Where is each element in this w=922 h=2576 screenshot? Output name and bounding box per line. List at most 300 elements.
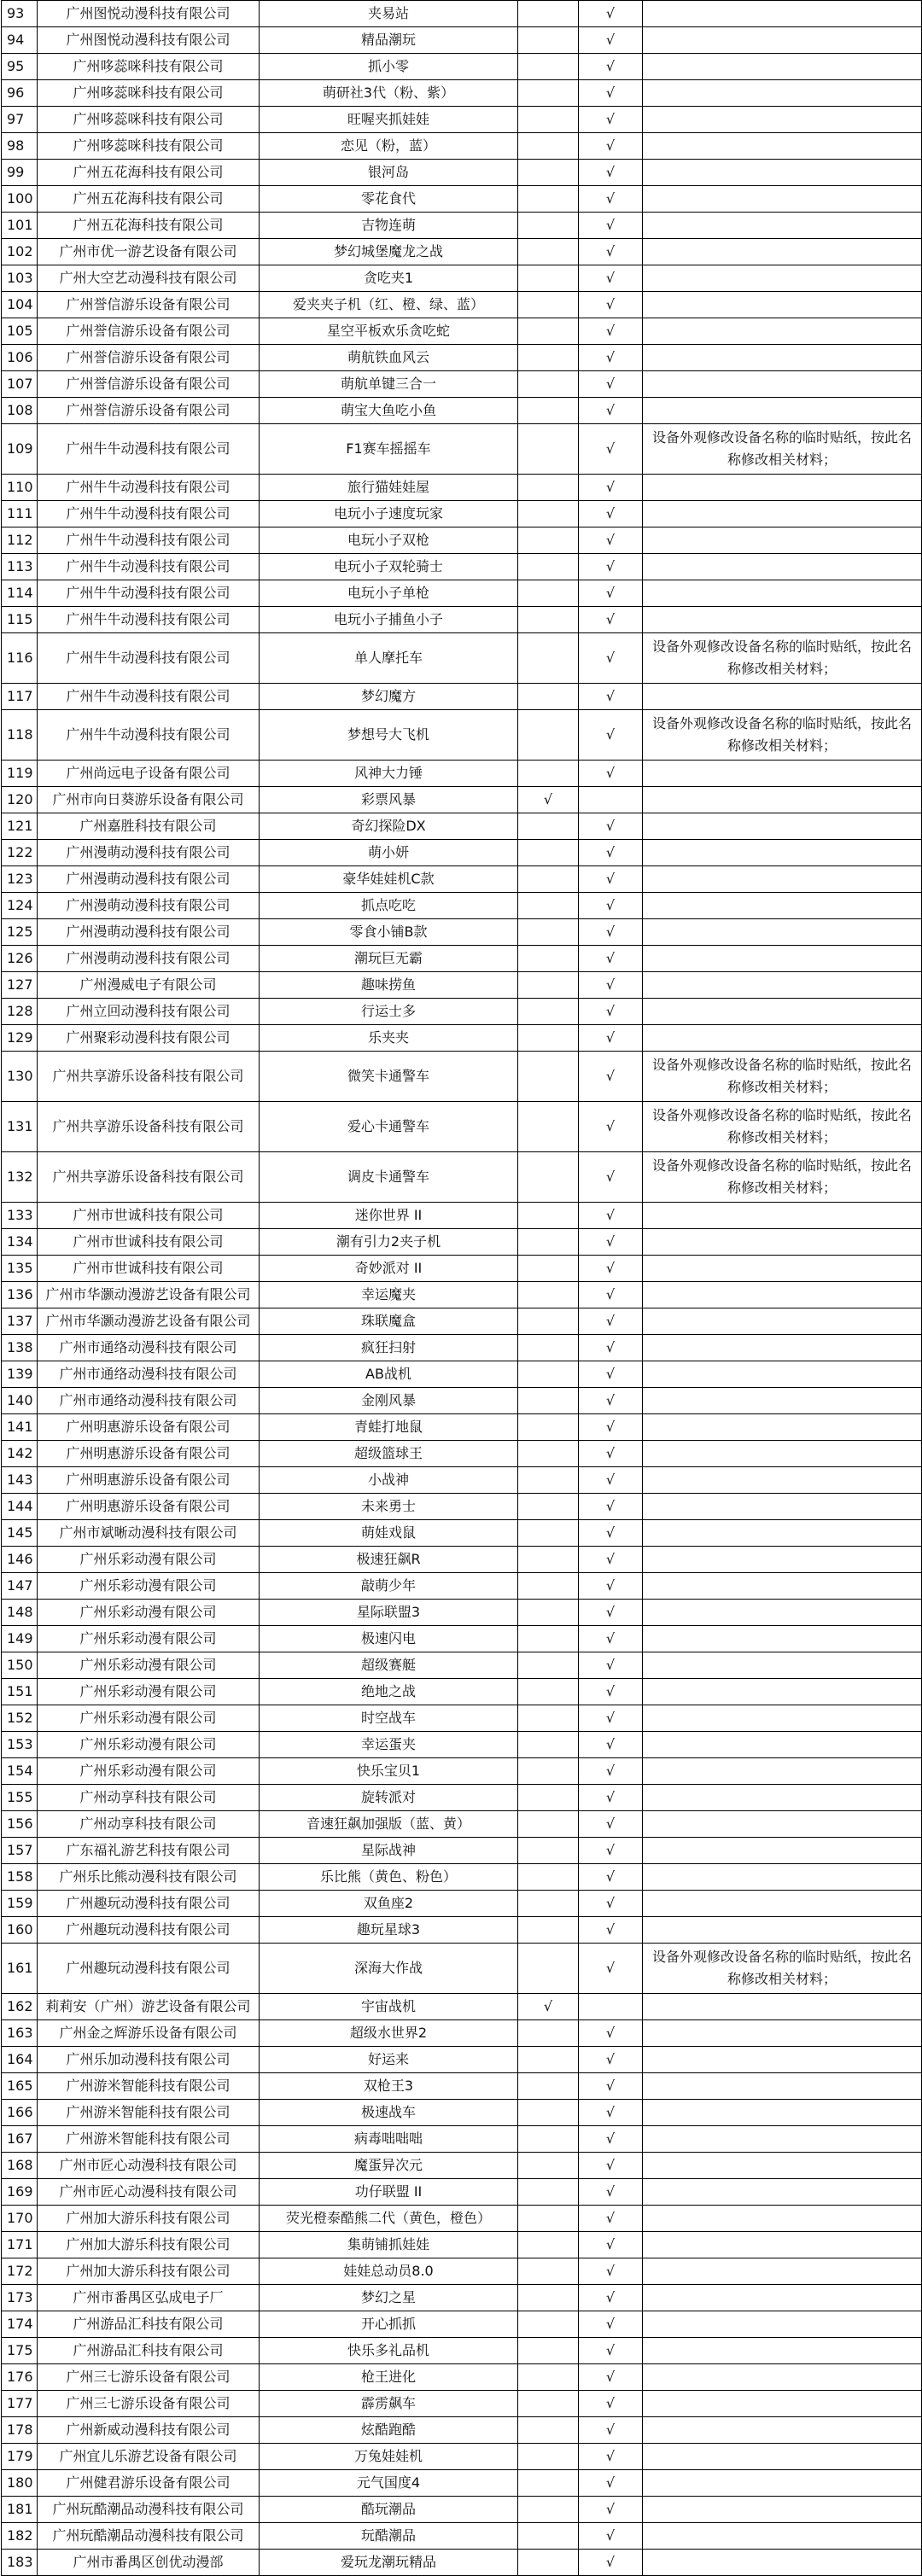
company-name: 广州五花海科技有限公司 — [38, 213, 260, 239]
remark — [643, 580, 922, 607]
row-number: 128 — [2, 999, 38, 1025]
check-cell-1 — [518, 2153, 579, 2179]
row-number: 169 — [2, 2179, 38, 2206]
remark — [643, 1414, 922, 1441]
company-name: 广州市斌晰动漫科技有限公司 — [38, 1520, 260, 1547]
table-row — [2, 1335, 922, 1361]
remark — [643, 80, 922, 107]
company-name: 广州牛牛动漫科技有限公司 — [38, 633, 260, 684]
table-row — [2, 2258, 922, 2285]
row-number: 126 — [2, 946, 38, 972]
row-number: 121 — [2, 813, 38, 840]
remark — [643, 2311, 922, 2338]
check-cell-2: √ — [579, 1441, 643, 1467]
remark — [643, 919, 922, 946]
check-cell-1 — [518, 2126, 579, 2153]
remark — [643, 1282, 922, 1308]
row-number: 135 — [2, 1256, 38, 1282]
remark — [643, 840, 922, 866]
check-cell-1 — [518, 1152, 579, 1203]
check-cell-2: √ — [579, 2338, 643, 2364]
table-row — [2, 893, 922, 919]
device-name: F1赛车摇摇车 — [260, 424, 518, 475]
row-number: 164 — [2, 2047, 38, 2073]
device-name: 时空战车 — [260, 1705, 518, 1732]
check-cell-1 — [518, 1917, 579, 1944]
check-cell-2: √ — [579, 1838, 643, 1864]
device-name: 梦幻城堡魔龙之战 — [260, 239, 518, 265]
row-number: 125 — [2, 919, 38, 946]
company-name: 广州嘉胜科技有限公司 — [38, 813, 260, 840]
table-row — [2, 1652, 922, 1679]
row-number: 155 — [2, 1785, 38, 1811]
table-row — [2, 761, 922, 787]
device-name: 超级水世界2 — [260, 2020, 518, 2047]
check-cell-1 — [518, 2364, 579, 2391]
remark — [643, 1785, 922, 1811]
check-cell-2: √ — [579, 239, 643, 265]
remark — [643, 2285, 922, 2311]
row-number: 180 — [2, 2470, 38, 2497]
remark — [643, 1547, 922, 1573]
device-name: 好运来 — [260, 2047, 518, 2073]
row-number: 183 — [2, 2550, 38, 2576]
row-number: 101 — [2, 213, 38, 239]
check-cell-1 — [518, 27, 579, 54]
table-row — [2, 1758, 922, 1785]
company-name: 广州牛牛动漫科技有限公司 — [38, 527, 260, 554]
check-cell-2: √ — [579, 946, 643, 972]
remark — [643, 2391, 922, 2417]
check-cell-1 — [518, 1573, 579, 1600]
company-name: 广州三七游乐设备有限公司 — [38, 2364, 260, 2391]
check-cell-2 — [579, 1994, 643, 2020]
company-name: 广州乐彩动漫有限公司 — [38, 1573, 260, 1600]
check-cell-1 — [518, 893, 579, 919]
row-number: 138 — [2, 1335, 38, 1361]
company-name: 广州漫萌动漫科技有限公司 — [38, 840, 260, 866]
check-cell-1 — [518, 761, 579, 787]
check-cell-2: √ — [579, 1811, 643, 1838]
table-row — [2, 107, 922, 133]
company-name: 广州健君游乐设备有限公司 — [38, 2470, 260, 2497]
company-name: 广州五花海科技有限公司 — [38, 160, 260, 186]
table-row — [2, 239, 922, 265]
check-cell-1 — [518, 1758, 579, 1785]
company-name: 广州图悦动漫科技有限公司 — [38, 1, 260, 27]
row-number: 143 — [2, 1467, 38, 1494]
row-number: 172 — [2, 2258, 38, 2285]
table-row — [2, 2417, 922, 2444]
remark — [643, 1494, 922, 1520]
device-name: 爱玩龙潮玩精品 — [260, 2550, 518, 2576]
check-cell-1 — [518, 213, 579, 239]
row-number: 108 — [2, 398, 38, 424]
check-cell-2: √ — [579, 840, 643, 866]
device-name: 萌小妍 — [260, 840, 518, 866]
table-row — [2, 999, 922, 1025]
row-number: 122 — [2, 840, 38, 866]
check-cell-2: √ — [579, 1547, 643, 1573]
check-cell-2: √ — [579, 813, 643, 840]
remark — [643, 54, 922, 80]
table-row — [2, 1308, 922, 1335]
remark — [643, 2470, 922, 2497]
table-row — [2, 2470, 922, 2497]
check-cell-1 — [518, 2020, 579, 2047]
remark — [643, 1229, 922, 1256]
company-name: 广州哆蕊咪科技有限公司 — [38, 80, 260, 107]
check-cell-2: √ — [579, 424, 643, 475]
table-row — [2, 80, 922, 107]
check-cell-1 — [518, 1732, 579, 1758]
row-number: 148 — [2, 1600, 38, 1626]
device-name: 星际联盟3 — [260, 1600, 518, 1626]
remark — [643, 265, 922, 292]
device-name: 梦幻魔方 — [260, 684, 518, 710]
device-name: 萌研社3代（粉、紫） — [260, 80, 518, 107]
row-number: 139 — [2, 1361, 38, 1388]
check-cell-2: √ — [579, 893, 643, 919]
remark — [643, 1838, 922, 1864]
device-name: 幸运蛋夹 — [260, 1732, 518, 1758]
remark — [643, 893, 922, 919]
remark — [643, 999, 922, 1025]
check-cell-1 — [518, 1441, 579, 1467]
row-number: 151 — [2, 1679, 38, 1705]
device-name: 荧光橙泰酷熊二代（黄色，橙色） — [260, 2206, 518, 2232]
company-name: 广州乐彩动漫有限公司 — [38, 1758, 260, 1785]
table-row — [2, 1626, 922, 1652]
table-row — [2, 1388, 922, 1414]
device-name: 青蛙打地鼠 — [260, 1414, 518, 1441]
table-row — [2, 813, 922, 840]
remark — [643, 2073, 922, 2100]
remark — [643, 761, 922, 787]
check-cell-2: √ — [579, 1414, 643, 1441]
company-name: 广州牛牛动漫科技有限公司 — [38, 607, 260, 633]
check-cell-2: √ — [579, 684, 643, 710]
remark — [643, 292, 922, 318]
remark: 设备外观修改设备名称的临时贴纸，按此名称修改相关材料； — [643, 424, 922, 475]
table-row — [2, 1600, 922, 1626]
device-name: 音速狂飙加强版（蓝、黄） — [260, 1811, 518, 1838]
remark — [643, 27, 922, 54]
company-name: 广州趣玩动漫科技有限公司 — [38, 1891, 260, 1917]
table-row — [2, 2179, 922, 2206]
table-row — [2, 1891, 922, 1917]
table-row — [2, 710, 922, 761]
company-name: 广州金之辉游乐设备有限公司 — [38, 2020, 260, 2047]
row-number: 177 — [2, 2391, 38, 2417]
check-cell-1 — [518, 318, 579, 345]
table-row — [2, 475, 922, 501]
table-row — [2, 265, 922, 292]
check-cell-1 — [518, 813, 579, 840]
row-number: 131 — [2, 1102, 38, 1152]
remark — [643, 1864, 922, 1891]
check-cell-1 — [518, 946, 579, 972]
row-number: 181 — [2, 2497, 38, 2523]
table-row — [2, 1917, 922, 1944]
remark — [643, 2497, 922, 2523]
check-cell-2: √ — [579, 107, 643, 133]
table-row — [2, 2497, 922, 2523]
remark — [643, 972, 922, 999]
device-name: 病毒咄咄咄 — [260, 2126, 518, 2153]
remark — [643, 1467, 922, 1494]
remark — [643, 1388, 922, 1414]
company-name: 广州乐彩动漫有限公司 — [38, 1600, 260, 1626]
check-cell-2: √ — [579, 1, 643, 27]
row-number: 113 — [2, 554, 38, 580]
device-name: 幸运魔夹 — [260, 1282, 518, 1308]
table-row — [2, 2550, 922, 2576]
device-name: 豪华娃娃机C款 — [260, 866, 518, 893]
check-cell-1 — [518, 1891, 579, 1917]
check-cell-2: √ — [579, 292, 643, 318]
device-name: 霹雳飙车 — [260, 2391, 518, 2417]
check-cell-1 — [518, 2497, 579, 2523]
check-cell-1 — [518, 54, 579, 80]
device-name: 奇妙派对 II — [260, 1256, 518, 1282]
check-cell-1 — [518, 527, 579, 554]
table-row — [2, 1732, 922, 1758]
row-number: 99 — [2, 160, 38, 186]
check-cell-1 — [518, 554, 579, 580]
check-cell-1 — [518, 1494, 579, 1520]
company-name: 广州牛牛动漫科技有限公司 — [38, 710, 260, 761]
remark — [643, 2338, 922, 2364]
device-name: 爱心卡通警车 — [260, 1102, 518, 1152]
device-name: 快乐多礼品机 — [260, 2338, 518, 2364]
table-row — [2, 1102, 922, 1152]
device-name: 乐夹夹 — [260, 1025, 518, 1052]
device-name: 星空平板欢乐贪吃蛇 — [260, 318, 518, 345]
row-number: 175 — [2, 2338, 38, 2364]
company-name: 广州牛牛动漫科技有限公司 — [38, 580, 260, 607]
check-cell-2: √ — [579, 501, 643, 527]
device-name: 潮玩巨无霸 — [260, 946, 518, 972]
table-row — [2, 2047, 922, 2073]
row-number: 173 — [2, 2285, 38, 2311]
device-name: AB战机 — [260, 1361, 518, 1388]
row-number: 152 — [2, 1705, 38, 1732]
table-row — [2, 1467, 922, 1494]
check-cell-2: √ — [579, 2417, 643, 2444]
device-name: 深海大作战 — [260, 1944, 518, 1994]
row-number: 167 — [2, 2126, 38, 2153]
remark — [643, 398, 922, 424]
company-name: 广州趣玩动漫科技有限公司 — [38, 1917, 260, 1944]
check-cell-2: √ — [579, 554, 643, 580]
device-name: 万兔娃娃机 — [260, 2444, 518, 2470]
device-name: 梦想号大飞机 — [260, 710, 518, 761]
company-name: 广州市通络动漫科技有限公司 — [38, 1361, 260, 1388]
row-number: 110 — [2, 475, 38, 501]
check-cell-1 — [518, 919, 579, 946]
check-cell-2: √ — [579, 2497, 643, 2523]
device-name: 超级赛艇 — [260, 1652, 518, 1679]
check-cell-2: √ — [579, 2311, 643, 2338]
check-cell-2: √ — [579, 1891, 643, 1917]
remark — [643, 2232, 922, 2258]
device-name: 电玩小子速度玩家 — [260, 501, 518, 527]
table-row — [2, 787, 922, 813]
company-name: 广州动享科技有限公司 — [38, 1785, 260, 1811]
remark — [643, 2126, 922, 2153]
check-cell-2: √ — [579, 2470, 643, 2497]
row-number: 100 — [2, 186, 38, 213]
device-name: 超级篮球王 — [260, 1441, 518, 1467]
row-number: 111 — [2, 501, 38, 527]
check-cell-2: √ — [579, 1626, 643, 1652]
check-cell-1 — [518, 1838, 579, 1864]
company-name: 广州誉信游乐设备有限公司 — [38, 371, 260, 398]
check-cell-1 — [518, 580, 579, 607]
table-row — [2, 1864, 922, 1891]
company-name: 广州誉信游乐设备有限公司 — [38, 292, 260, 318]
remark — [643, 1203, 922, 1229]
table-row — [2, 1811, 922, 1838]
company-name: 广州市番禺区创优动漫部 — [38, 2550, 260, 2576]
check-cell-1: √ — [518, 787, 579, 813]
company-name: 广州立回动漫科技有限公司 — [38, 999, 260, 1025]
table-row — [2, 1494, 922, 1520]
device-name: 未来勇士 — [260, 1494, 518, 1520]
row-number: 95 — [2, 54, 38, 80]
row-number: 178 — [2, 2417, 38, 2444]
device-name: 零花食代 — [260, 186, 518, 213]
company-name: 广州牛牛动漫科技有限公司 — [38, 501, 260, 527]
company-name: 广州誉信游乐设备有限公司 — [38, 398, 260, 424]
check-cell-1 — [518, 80, 579, 107]
check-cell-1 — [518, 866, 579, 893]
check-cell-2: √ — [579, 919, 643, 946]
device-name: 绝地之战 — [260, 1679, 518, 1705]
table-row — [2, 684, 922, 710]
check-cell-2: √ — [579, 2126, 643, 2153]
check-cell-1 — [518, 107, 579, 133]
check-cell-2: √ — [579, 1025, 643, 1052]
row-number: 109 — [2, 424, 38, 475]
device-name: 枪王进化 — [260, 2364, 518, 2391]
check-cell-2: √ — [579, 1388, 643, 1414]
company-name: 广州共享游乐设备科技有限公司 — [38, 1152, 260, 1203]
row-number: 142 — [2, 1441, 38, 1467]
table-row — [2, 27, 922, 54]
check-cell-2: √ — [579, 1152, 643, 1203]
row-number: 134 — [2, 1229, 38, 1256]
check-cell-1 — [518, 1414, 579, 1441]
row-number: 171 — [2, 2232, 38, 2258]
check-cell-2: √ — [579, 1679, 643, 1705]
remark — [643, 813, 922, 840]
check-cell-1 — [518, 2523, 579, 2550]
check-cell-1 — [518, 1203, 579, 1229]
company-name: 广州哆蕊咪科技有限公司 — [38, 54, 260, 80]
device-name: 集萌铺抓娃娃 — [260, 2232, 518, 2258]
remark — [643, 345, 922, 371]
company-name: 广州五花海科技有限公司 — [38, 186, 260, 213]
company-name: 广州漫萌动漫科技有限公司 — [38, 893, 260, 919]
company-name: 广州共享游乐设备科技有限公司 — [38, 1052, 260, 1102]
device-name: 开心抓抓 — [260, 2311, 518, 2338]
row-number: 154 — [2, 1758, 38, 1785]
remark — [643, 1520, 922, 1547]
company-name: 广州市世诚科技有限公司 — [38, 1203, 260, 1229]
check-cell-2: √ — [579, 2047, 643, 2073]
row-number: 123 — [2, 866, 38, 893]
table-row — [2, 1573, 922, 1600]
device-name: 行运士多 — [260, 999, 518, 1025]
device-name: 小战神 — [260, 1467, 518, 1494]
remark — [643, 160, 922, 186]
company-name: 广州漫萌动漫科技有限公司 — [38, 866, 260, 893]
company-name: 广州游米智能科技有限公司 — [38, 2100, 260, 2126]
device-name: 旺喔夹抓娃娃 — [260, 107, 518, 133]
check-cell-2: √ — [579, 1944, 643, 1994]
table-row — [2, 1152, 922, 1203]
company-name: 广州市通络动漫科技有限公司 — [38, 1388, 260, 1414]
row-number: 159 — [2, 1891, 38, 1917]
device-name: 双鱼座2 — [260, 1891, 518, 1917]
row-number: 182 — [2, 2523, 38, 2550]
check-cell-1 — [518, 2047, 579, 2073]
remark — [643, 1, 922, 27]
remark — [643, 2047, 922, 2073]
row-number: 149 — [2, 1626, 38, 1652]
table-row — [2, 607, 922, 633]
device-name: 萌航单键三合一 — [260, 371, 518, 398]
remark — [643, 1679, 922, 1705]
check-cell-1: √ — [518, 1994, 579, 2020]
company-name: 广州市华灏动漫游艺设备有限公司 — [38, 1282, 260, 1308]
remark — [643, 787, 922, 813]
check-cell-2: √ — [579, 527, 643, 554]
device-name: 潮有引力2夹子机 — [260, 1229, 518, 1256]
remark — [643, 1732, 922, 1758]
device-name: 魔蛋异次元 — [260, 2153, 518, 2179]
check-cell-2: √ — [579, 2206, 643, 2232]
check-cell-1 — [518, 1600, 579, 1626]
check-cell-2: √ — [579, 475, 643, 501]
device-name: 彩票风暴 — [260, 787, 518, 813]
check-cell-1 — [518, 186, 579, 213]
company-name: 广州市通络动漫科技有限公司 — [38, 1335, 260, 1361]
remark — [643, 1025, 922, 1052]
company-name: 广州乐彩动漫有限公司 — [38, 1732, 260, 1758]
device-name: 快乐宝贝1 — [260, 1758, 518, 1785]
check-cell-2: √ — [579, 2285, 643, 2311]
check-cell-2: √ — [579, 213, 643, 239]
remark — [643, 2523, 922, 2550]
check-cell-2: √ — [579, 1467, 643, 1494]
table-row — [2, 2206, 922, 2232]
device-name: 趣玩星球3 — [260, 1917, 518, 1944]
company-name: 广州游品汇科技有限公司 — [38, 2338, 260, 2364]
device-name: 宇宙战机 — [260, 1994, 518, 2020]
table-row — [2, 371, 922, 398]
check-cell-2: √ — [579, 607, 643, 633]
company-name: 广州誉信游乐设备有限公司 — [38, 345, 260, 371]
company-name: 广州图悦动漫科技有限公司 — [38, 27, 260, 54]
check-cell-1 — [518, 345, 579, 371]
check-cell-1 — [518, 475, 579, 501]
check-cell-2: √ — [579, 2391, 643, 2417]
table-row — [2, 1025, 922, 1052]
remark — [643, 554, 922, 580]
